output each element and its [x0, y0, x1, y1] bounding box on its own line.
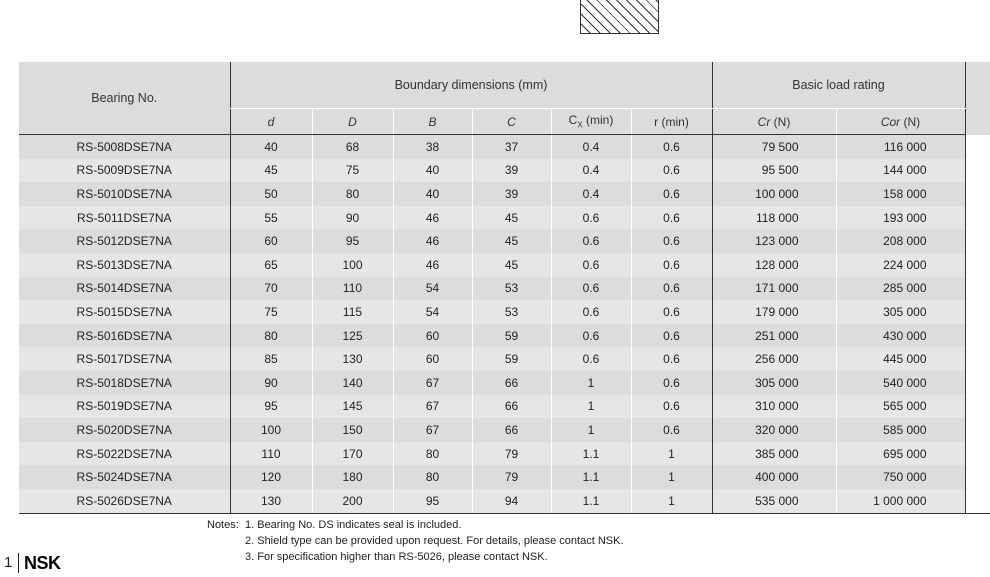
cell-r-min: 0.6	[631, 206, 712, 230]
cell-B: 40	[393, 159, 472, 183]
cell-bearing-no: RS-5015DSE7NA	[19, 300, 230, 324]
cell-bearing-no: RS-5013DSE7NA	[19, 253, 230, 277]
col-header-cx-min: $C_X$ (min)	[551, 109, 631, 135]
table-row	[19, 206, 990, 230]
notes-label: Notes:	[207, 519, 239, 531]
cell-bearing-no: RS-5012DSE7NA	[19, 229, 230, 253]
page-number: 1	[4, 554, 13, 571]
table-row	[19, 300, 990, 324]
cell-B: 46	[393, 253, 472, 277]
table-row	[19, 135, 990, 159]
cell-cr: 179 000	[712, 300, 836, 324]
cell-D: 125	[312, 324, 393, 348]
cell-d: 120	[230, 465, 312, 489]
cell-B: 38	[393, 135, 472, 159]
cell-B: 67	[393, 395, 472, 419]
cell-cor: 305 000	[836, 300, 965, 324]
note-item: 3. For specification higher than RS-5026, please contact NSK.	[245, 551, 548, 563]
cell-r-min: 1	[631, 465, 712, 489]
cell-r-min: 0.6	[631, 182, 712, 206]
table-row	[19, 442, 990, 466]
cell-cor: 285 000	[836, 277, 965, 301]
cell-cx-min: 1	[551, 418, 631, 442]
cell-cor: 695 000	[836, 442, 965, 466]
row-spacer	[965, 206, 990, 230]
cell-D: 200	[312, 489, 393, 513]
cell-cor: 144 000	[836, 159, 965, 183]
cell-r-min: 0.6	[631, 229, 712, 253]
cell-bearing-no: RS-5022DSE7NA	[19, 442, 230, 466]
table-row	[19, 418, 990, 442]
cell-C: 45	[472, 253, 551, 277]
cell-bearing-no: RS-5009DSE7NA	[19, 159, 230, 183]
cell-r-min: 0.6	[631, 395, 712, 419]
cell-cr: 100 000	[712, 182, 836, 206]
cell-D: 80	[312, 182, 393, 206]
cell-d: 55	[230, 206, 312, 230]
col-header-B: B	[393, 109, 472, 135]
cell-D: 100	[312, 253, 393, 277]
cell-cx-min: 1.1	[551, 489, 631, 513]
table-body	[19, 135, 990, 514]
note-item: 2. Shield type can be provided upon request. For details, please contact NSK.	[245, 535, 624, 547]
cell-C: 59	[472, 347, 551, 371]
cell-cx-min: 0.6	[551, 206, 631, 230]
table-row	[19, 182, 990, 206]
table-row	[19, 465, 990, 489]
cell-D: 110	[312, 277, 393, 301]
cell-r-min: 1	[631, 442, 712, 466]
cell-cr: 310 000	[712, 395, 836, 419]
cell-d: 110	[230, 442, 312, 466]
cell-bearing-no: RS-5011DSE7NA	[19, 206, 230, 230]
cell-cr: 320 000	[712, 418, 836, 442]
cell-cor: 158 000	[836, 182, 965, 206]
cell-d: 90	[230, 371, 312, 395]
cell-cor: 750 000	[836, 465, 965, 489]
cell-cr: 385 000	[712, 442, 836, 466]
cell-cor: 116 000	[836, 135, 965, 159]
cell-cx-min: 0.6	[551, 347, 631, 371]
cell-r-min: 0.6	[631, 159, 712, 183]
cell-cr: 123 000	[712, 229, 836, 253]
cell-bearing-no: RS-5010DSE7NA	[19, 182, 230, 206]
cell-cx-min: 0.4	[551, 159, 631, 183]
cell-cr: 95 500	[712, 159, 836, 183]
table-row	[19, 395, 990, 419]
cell-d: 100	[230, 418, 312, 442]
cell-cor: 565 000	[836, 395, 965, 419]
cell-bearing-no: RS-5016DSE7NA	[19, 324, 230, 348]
cell-cx-min: 1.1	[551, 442, 631, 466]
cell-cr: 535 000	[712, 489, 836, 513]
cell-cor: 430 000	[836, 324, 965, 348]
cell-cx-min: 1.1	[551, 465, 631, 489]
row-spacer	[965, 300, 990, 324]
row-spacer	[965, 442, 990, 466]
cell-C: 39	[472, 182, 551, 206]
cell-bearing-no: RS-5017DSE7NA	[19, 347, 230, 371]
cell-C: 53	[472, 277, 551, 301]
cell-D: 68	[312, 135, 393, 159]
cell-cr: 128 000	[712, 253, 836, 277]
cell-cx-min: 0.6	[551, 324, 631, 348]
cell-d: 45	[230, 159, 312, 183]
cell-B: 46	[393, 229, 472, 253]
row-spacer	[965, 395, 990, 419]
cell-C: 37	[472, 135, 551, 159]
row-spacer	[965, 229, 990, 253]
cell-d: 65	[230, 253, 312, 277]
table-row	[19, 159, 990, 183]
cell-D: 75	[312, 159, 393, 183]
cell-cx-min: 0.6	[551, 253, 631, 277]
cell-cr: 305 000	[712, 371, 836, 395]
cell-cx-min: 0.6	[551, 300, 631, 324]
row-spacer	[965, 465, 990, 489]
col-header-D: D	[312, 109, 393, 135]
cell-bearing-no: RS-5019DSE7NA	[19, 395, 230, 419]
cell-C: 66	[472, 371, 551, 395]
cell-D: 95	[312, 229, 393, 253]
col-header-cor: Cor (N)	[836, 109, 965, 135]
cell-cx-min: 1	[551, 395, 631, 419]
header-basic-load-rating: Basic load rating	[712, 62, 965, 109]
row-spacer	[965, 182, 990, 206]
cell-cr: 118 000	[712, 206, 836, 230]
cell-B: 60	[393, 347, 472, 371]
cell-bearing-no: RS-5018DSE7NA	[19, 371, 230, 395]
cell-B: 80	[393, 442, 472, 466]
table-row	[19, 253, 990, 277]
table-row	[19, 324, 990, 348]
cell-C: 66	[472, 395, 551, 419]
row-spacer	[965, 135, 990, 159]
cell-d: 75	[230, 300, 312, 324]
cell-cx-min: 0.4	[551, 135, 631, 159]
cell-B: 60	[393, 324, 472, 348]
note-item: Notes: 1. Bearing No. DS indicates seal is included.	[207, 519, 462, 531]
cell-cor: 193 000	[836, 206, 965, 230]
cell-cor: 585 000	[836, 418, 965, 442]
cell-B: 40	[393, 182, 472, 206]
cell-C: 66	[472, 418, 551, 442]
row-spacer	[965, 253, 990, 277]
cell-d: 80	[230, 324, 312, 348]
header-spacer	[965, 62, 990, 135]
cell-cx-min: 1	[551, 371, 631, 395]
cell-cor: 445 000	[836, 347, 965, 371]
cell-cor: 208 000	[836, 229, 965, 253]
cell-cr: 171 000	[712, 277, 836, 301]
cell-bearing-no: RS-5020DSE7NA	[19, 418, 230, 442]
cell-B: 67	[393, 418, 472, 442]
hatched-section-drawing	[580, 0, 659, 34]
cell-cor: 540 000	[836, 371, 965, 395]
cell-d: 70	[230, 277, 312, 301]
cell-C: 59	[472, 324, 551, 348]
header-boundary-dimensions: Boundary dimensions (mm)	[230, 62, 712, 109]
nsk-logo: NSK	[24, 553, 61, 573]
cell-D: 170	[312, 442, 393, 466]
cell-cx-min: 0.4	[551, 182, 631, 206]
row-spacer	[965, 489, 990, 513]
cell-d: 130	[230, 489, 312, 513]
cell-cr: 256 000	[712, 347, 836, 371]
cell-cor: 224 000	[836, 253, 965, 277]
row-spacer	[965, 347, 990, 371]
cell-r-min: 0.6	[631, 300, 712, 324]
cell-D: 90	[312, 206, 393, 230]
cell-C: 79	[472, 442, 551, 466]
col-header-r-min: r (min)	[631, 109, 712, 135]
cell-B: 67	[393, 371, 472, 395]
cell-C: 94	[472, 489, 551, 513]
cell-d: 60	[230, 229, 312, 253]
cell-B: 54	[393, 277, 472, 301]
cell-D: 180	[312, 465, 393, 489]
cell-B: 95	[393, 489, 472, 513]
row-spacer	[965, 277, 990, 301]
cell-D: 115	[312, 300, 393, 324]
cell-d: 85	[230, 347, 312, 371]
cell-cr: 400 000	[712, 465, 836, 489]
cell-D: 130	[312, 347, 393, 371]
cell-D: 150	[312, 418, 393, 442]
cell-C: 79	[472, 465, 551, 489]
cell-bearing-no: RS-5024DSE7NA	[19, 465, 230, 489]
table-row	[19, 229, 990, 253]
row-spacer	[965, 324, 990, 348]
cell-bearing-no: RS-5014DSE7NA	[19, 277, 230, 301]
cell-C: 39	[472, 159, 551, 183]
table-row	[19, 277, 990, 301]
cell-d: 95	[230, 395, 312, 419]
cell-cr: 251 000	[712, 324, 836, 348]
row-spacer	[965, 159, 990, 183]
cell-C: 53	[472, 300, 551, 324]
cell-r-min: 0.6	[631, 135, 712, 159]
header-bearing-no: Bearing No.	[19, 62, 230, 135]
col-header-cr: Cr (N)	[712, 109, 836, 135]
cell-B: 46	[393, 206, 472, 230]
row-spacer	[965, 371, 990, 395]
cell-r-min: 0.6	[631, 347, 712, 371]
cell-d: 50	[230, 182, 312, 206]
table-row	[19, 489, 990, 513]
cell-cx-min: 0.6	[551, 229, 631, 253]
cell-cor: 1 000 000	[836, 489, 965, 513]
cell-r-min: 0.6	[631, 371, 712, 395]
cell-cx-min: 0.6	[551, 277, 631, 301]
table-row	[19, 371, 990, 395]
cell-r-min: 0.6	[631, 253, 712, 277]
col-header-C: C	[472, 109, 551, 135]
cell-B: 80	[393, 465, 472, 489]
cell-d: 40	[230, 135, 312, 159]
table-row	[19, 347, 990, 371]
cell-r-min: 0.6	[631, 277, 712, 301]
cell-D: 140	[312, 371, 393, 395]
col-header-d: d	[230, 109, 312, 135]
cell-r-min: 0.6	[631, 324, 712, 348]
notes	[207, 517, 624, 565]
cell-C: 45	[472, 206, 551, 230]
cell-B: 54	[393, 300, 472, 324]
cell-bearing-no: RS-5026DSE7NA	[19, 489, 230, 513]
cell-D: 145	[312, 395, 393, 419]
cell-cr: 79 500	[712, 135, 836, 159]
cell-r-min: 0.6	[631, 418, 712, 442]
bearing-spec-table	[19, 62, 990, 514]
cell-C: 45	[472, 229, 551, 253]
page-divider	[18, 553, 19, 573]
cell-bearing-no: RS-5008DSE7NA	[19, 135, 230, 159]
row-spacer	[965, 418, 990, 442]
cell-r-min: 1	[631, 489, 712, 513]
